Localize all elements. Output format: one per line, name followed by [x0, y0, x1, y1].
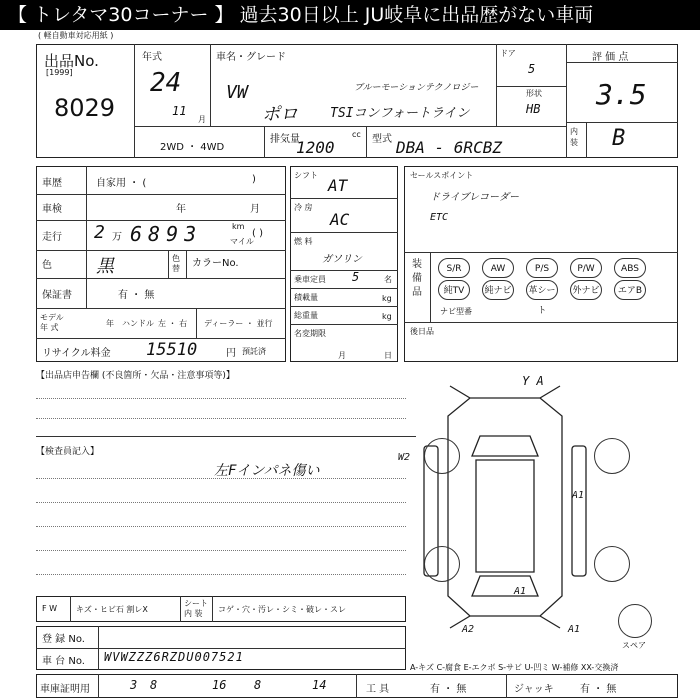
registration-label: 登 録 No. [42, 634, 85, 645]
aircon-label: 冷 房 [294, 203, 313, 212]
certificate-label: 車庫証明用 [40, 684, 90, 695]
chassis-label: 車 台 No. [42, 656, 85, 667]
inspection-year: 年 [176, 204, 186, 215]
drive-label: 2WD ・ 4WD [160, 142, 225, 153]
equip-abs: ABS [614, 258, 646, 278]
equip-ext-navi: 外ナビ [570, 280, 602, 300]
equip-airbag: エアB [614, 280, 646, 300]
model-note: ブルーモーションテクノロジー [354, 83, 479, 93]
certificate-v1: 3 [130, 678, 138, 692]
gross-unit: kg [382, 312, 392, 321]
certificate-v3: 16 [212, 678, 227, 692]
mileage-unit-km: km [232, 222, 245, 231]
year-month: 11 [172, 104, 187, 118]
dealer-label: ディーラー ・ 並行 [204, 319, 273, 328]
damage-legend: A-キズ C-腐食 E-エクボ S-サビ U-凹ミ W-補修 XX-交換済 [410, 663, 619, 672]
equip-leather: 革シート [526, 280, 558, 300]
tools-label: 工 具 [366, 684, 390, 695]
displacement-unit: cc [352, 130, 361, 139]
name-change-label: 名変期限 [294, 329, 326, 338]
spare-label: スペア [622, 641, 646, 650]
displacement-label: 排気量 [270, 134, 300, 145]
mileage-paren: ( ) [252, 228, 263, 239]
year-value: 24 [150, 68, 182, 98]
recycle-label: リサイクル料金 [42, 348, 111, 359]
model-make: VW [226, 82, 248, 103]
color-swap-label: 色替 [172, 254, 180, 273]
shape-label: 形状 [526, 89, 542, 98]
score-value: 3.5 [596, 78, 647, 111]
name-change-month: 月 [338, 351, 346, 360]
handle-value: 左 ・ 右 [158, 319, 188, 328]
interior-label: 内装 [570, 127, 578, 147]
aftermarket-label: 後日品 [410, 327, 434, 336]
capacity-unit: 名 [384, 275, 392, 284]
mark-bottom-left: A2 [462, 624, 475, 635]
model-year-year: 年 [106, 319, 114, 328]
mileage-unit-mile: マイル [230, 237, 254, 246]
equip-sr: S/R [438, 258, 470, 278]
year-label: 年式 [142, 52, 162, 63]
equip-navi: 純ナビ [482, 280, 514, 300]
wheel-fl [424, 438, 460, 474]
form-subtitle: ( 軽自動車対応用紙 ) [38, 31, 114, 40]
warranty-value: 有 ・ 無 [118, 290, 155, 301]
inspector-label: 【検査員記入】 [36, 447, 100, 457]
certificate-v4: 8 [254, 678, 262, 692]
history-close: ) [252, 174, 256, 185]
certificate-v2: 8 [150, 678, 158, 692]
doors-value: 5 [528, 62, 536, 76]
year-month-unit: 月 [198, 115, 206, 124]
capacity-label: 乗車定員 [294, 275, 326, 284]
recycle-value: 15510 [146, 340, 198, 360]
lot-label: 出品No. [44, 52, 99, 70]
history-label: 車歴 [42, 178, 62, 189]
model-year-label1: モデル [40, 313, 64, 322]
shift-label: シフト [294, 171, 318, 180]
jack-value: 有 ・ 無 [580, 684, 617, 695]
load-label: 積載量 [294, 293, 318, 302]
equipment-label: 装備品 [412, 259, 422, 298]
model-year-label2: 年 式 [40, 323, 59, 332]
inspection-month: 月 [250, 204, 260, 215]
chassis-value: WVWZZZ6RZDU007521 [104, 650, 244, 664]
wheel-rl [424, 546, 460, 582]
sales-line-2: ETC [430, 212, 449, 223]
mark-top: Y A [522, 374, 544, 388]
seat-label-2: 内 装 [184, 609, 203, 618]
page-banner: 【 トレタマ30コーナー 】 過去30日以上 JU岐阜に出品歴がない車両 [0, 0, 700, 30]
recycle-unit: 円 [226, 348, 236, 359]
type-value: DBA - 6RCBZ [396, 138, 502, 157]
color-no-label: カラーNo. [192, 258, 239, 269]
nav-model-label: ナビ型番 [440, 307, 472, 316]
mileage-man-unit: 万 [112, 232, 122, 243]
fuel-label: 燃 料 [294, 237, 313, 246]
displacement-value: 1200 [296, 138, 335, 157]
fw-damage: コゲ・穴・汚レ・シミ・破レ・スレ [218, 605, 346, 614]
handle-label: ハンドル [122, 319, 154, 328]
wheel-rr [594, 546, 630, 582]
mileage-man: 2 [94, 222, 105, 243]
doors-label: ドア [500, 49, 516, 58]
fw-label: F W [42, 604, 58, 613]
sales-line-1: ドライブレコーダー [430, 192, 519, 203]
model-name: ポロ [262, 104, 298, 125]
mileage-label: 走行 [42, 232, 62, 243]
spare-tire [618, 604, 652, 638]
equip-tv: 純TV [438, 280, 470, 300]
warranty-label: 保証書 [42, 290, 72, 301]
mark-right: A1 [572, 490, 585, 501]
mark-bottom-right: A1 [568, 624, 581, 635]
type-label: 型式 [372, 134, 392, 145]
jack-label: ジャッキ [514, 684, 554, 695]
tools-value: 有 ・ 無 [430, 684, 467, 695]
name-change-day: 日 [384, 351, 392, 360]
inspection-label: 車検 [42, 204, 62, 215]
lot-ref: [1999] [46, 68, 73, 77]
mark-left: W2 [398, 452, 411, 463]
color-label: 色 [42, 260, 52, 271]
equip-ps: P/S [526, 258, 558, 278]
capacity-value: 5 [352, 270, 360, 284]
mark-center: A1 [514, 586, 527, 597]
gross-label: 総重量 [294, 311, 318, 320]
recycle-suffix: 預託済 [242, 347, 266, 356]
seat-label-1: シート [184, 599, 208, 608]
interior-value: B [612, 126, 626, 151]
certificate-v5: 14 [312, 678, 327, 692]
car-diagram [410, 376, 600, 636]
score-label: 評 価 点 [592, 52, 629, 63]
model-label: 車名・グレード [216, 52, 286, 63]
equip-aw: AW [482, 258, 514, 278]
fw-scratch: キズ・ヒビ石 割レX [76, 605, 148, 614]
lot-number: 8029 [54, 94, 116, 122]
history-value: 自家用 ・ ( [96, 178, 147, 189]
vehicle-info-section [36, 166, 286, 362]
equip-pw: P/W [570, 258, 602, 278]
shape-value: HB [526, 102, 541, 116]
color-value: 黒 [96, 256, 114, 277]
fuel-value: ガソリン [322, 254, 362, 265]
aircon-value: AC [330, 210, 350, 229]
shift-value: AT [328, 176, 348, 195]
mileage-value: 6893 [130, 222, 203, 246]
inspector-note: 左Fインパネ傷い [214, 463, 320, 479]
sales-label: セールスポイント [410, 171, 474, 180]
load-unit: kg [382, 294, 392, 303]
model-grade: TSIコンフォートライン [330, 106, 470, 121]
wheel-fr [594, 438, 630, 474]
seller-report-label: 【出品店申告欄 (不良箇所・欠品・注意事項等)】 [36, 371, 235, 381]
